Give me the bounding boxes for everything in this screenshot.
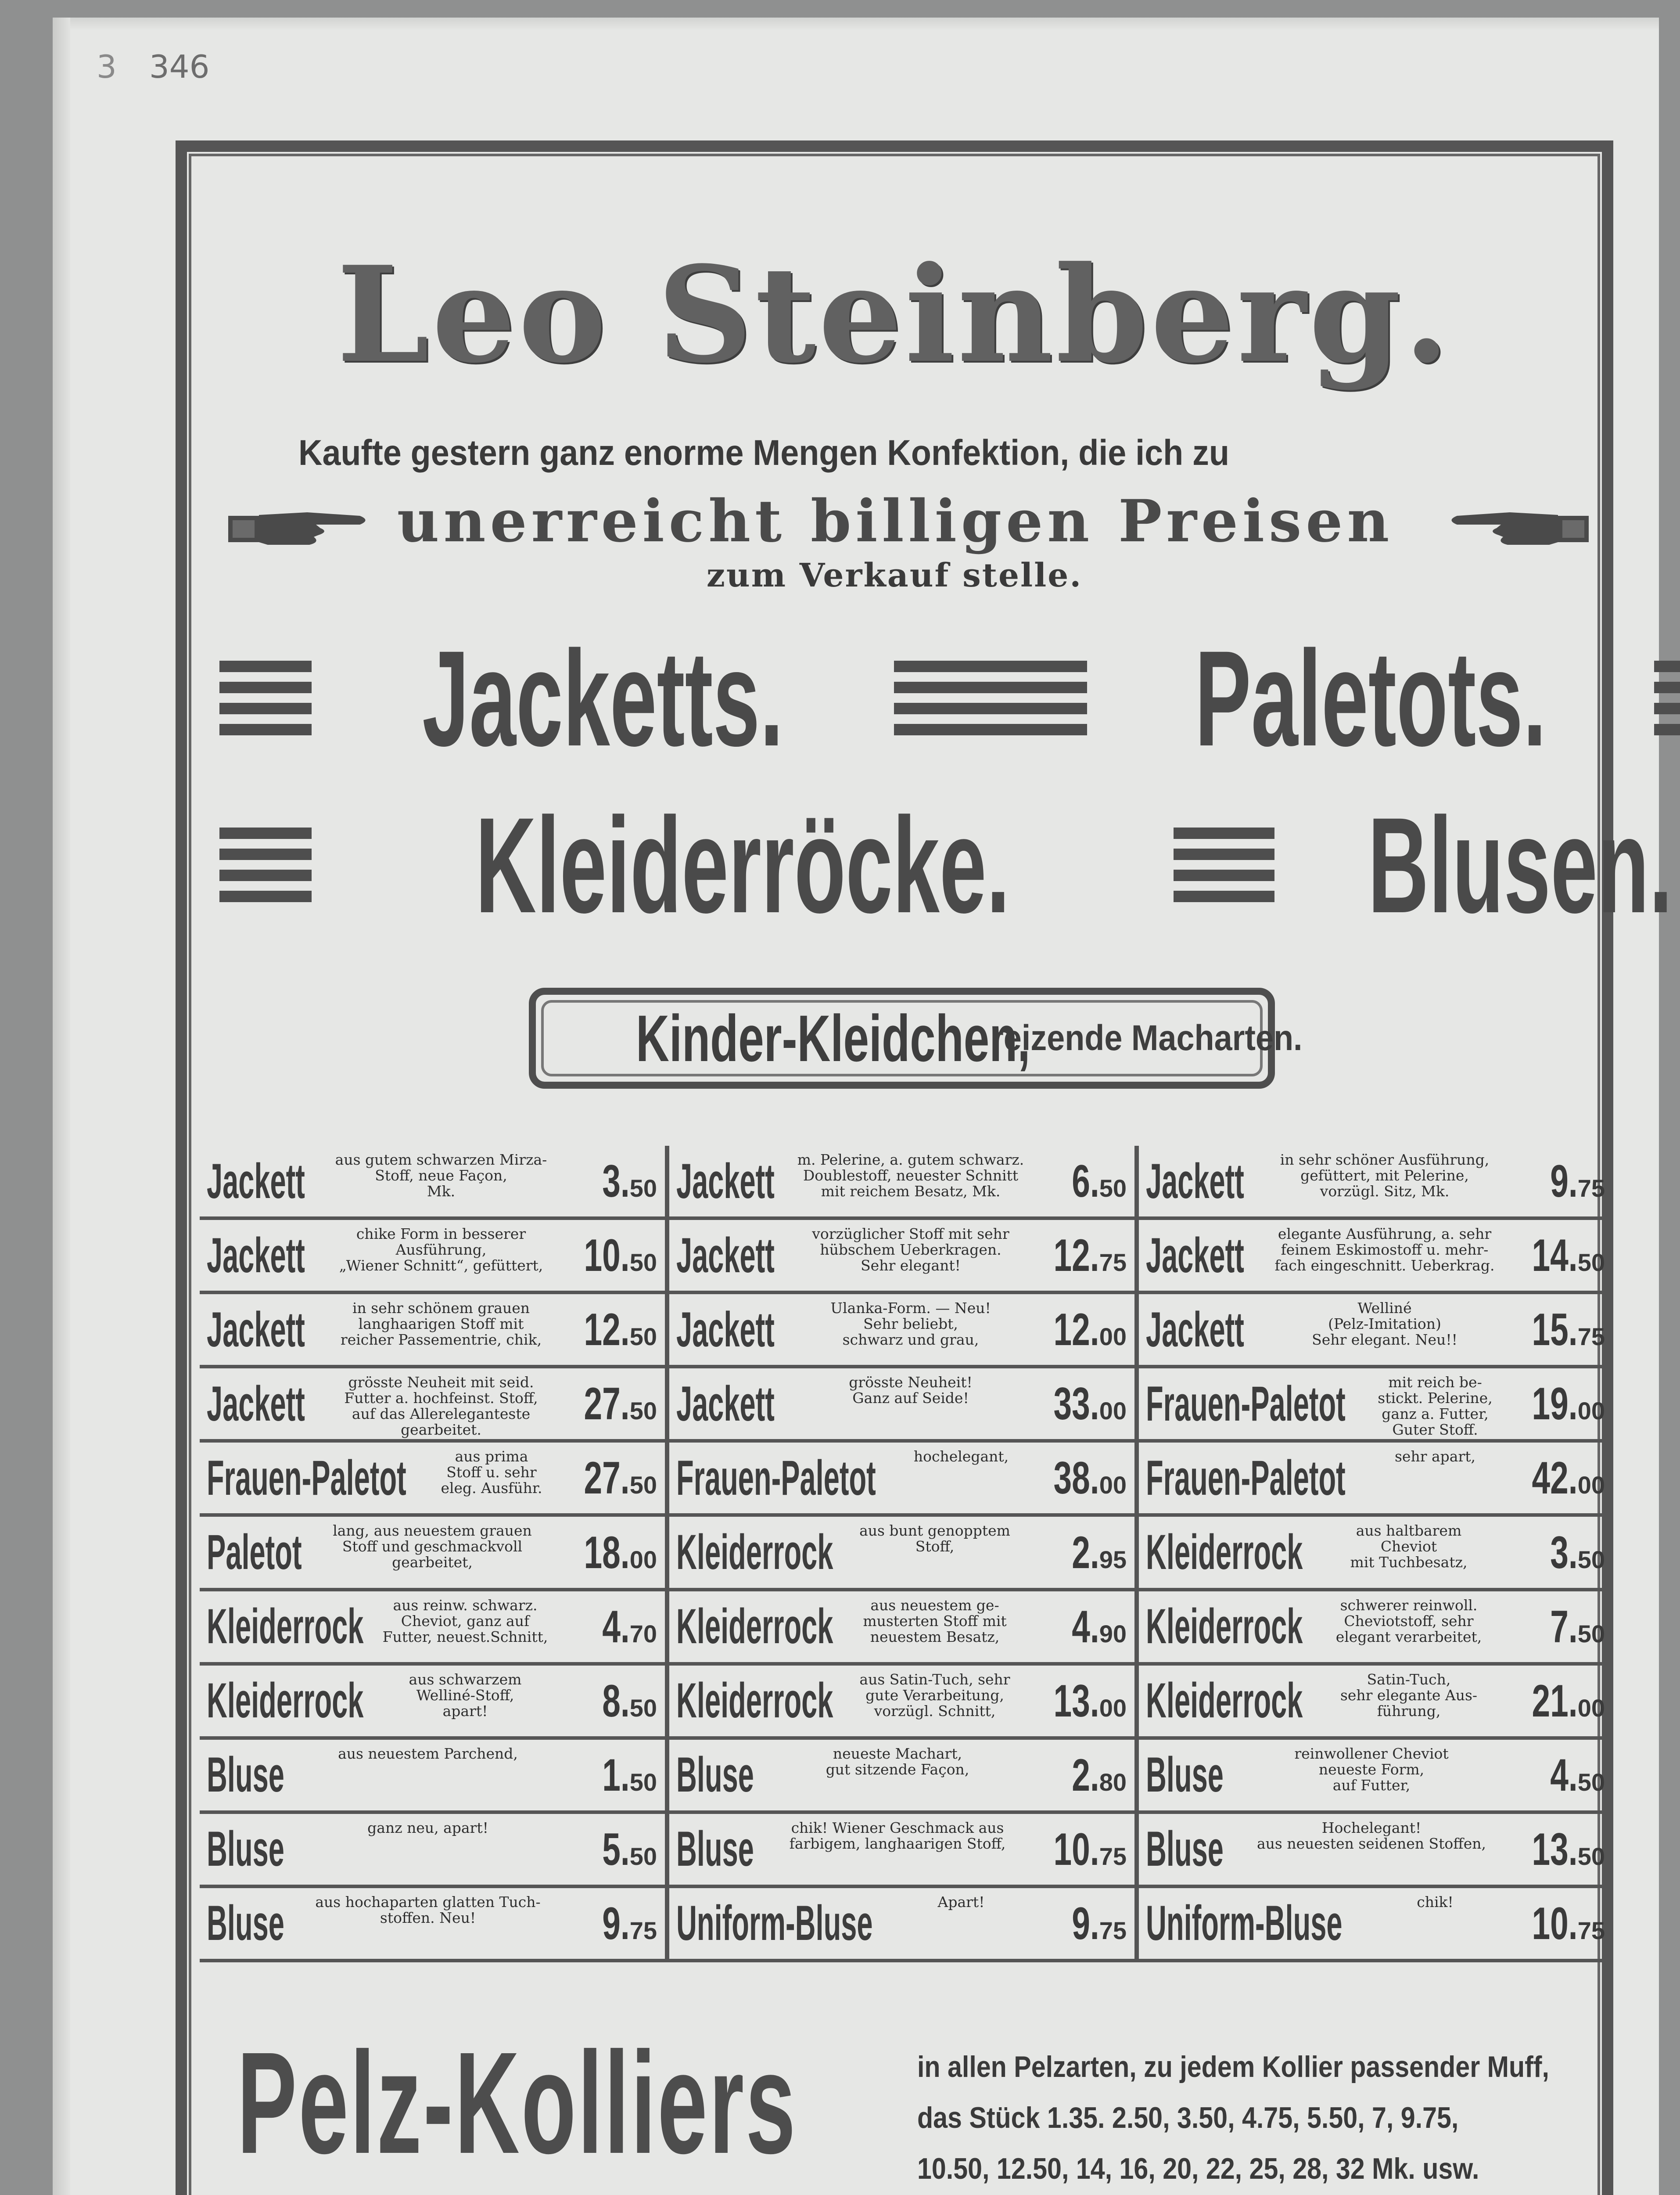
price-pfennig: 50 [1577, 1545, 1605, 1573]
price-item [669, 1294, 1134, 1368]
price-pfennig: 50 [629, 1768, 657, 1796]
item-description: chik! Wiener Geschmack aus farbigem, langhaarigen Stoff, [789, 1819, 1006, 1852]
price-marks: 13. [1532, 1824, 1578, 1875]
item-name: Jackett [207, 1302, 305, 1357]
item-name: Bluse [676, 1747, 754, 1803]
item-price [1540, 1749, 1605, 1802]
item-price [1514, 1898, 1605, 1950]
price-item [669, 1443, 1134, 1517]
item-description: in sehr schönem grauen langhaarigen Stoff mit reicher Passementrie, chik, [340, 1299, 542, 1349]
pointing-hand-icon [1444, 503, 1589, 551]
price-marks: 27. [584, 1378, 630, 1430]
advertiser-name: Leo Steinberg. [337, 237, 1452, 392]
price-item [200, 1368, 665, 1443]
price-marks: 27. [584, 1453, 630, 1504]
item-description: neueste Machart, gut sitzende Façon, [826, 1745, 969, 1778]
item-description: aus schwarzem Welliné-Stoff, apart! [409, 1670, 522, 1720]
price-marks: 12. [1053, 1304, 1099, 1356]
price-item [1139, 1814, 1613, 1888]
item-name: Kleiderrock [207, 1599, 364, 1654]
item-price [592, 1749, 657, 1802]
price-pfennig: 50 [1099, 1174, 1127, 1202]
price-item [669, 1888, 1134, 1962]
price-item [1139, 1146, 1613, 1220]
item-name: Jackett [676, 1376, 775, 1431]
price-marks: 4. [1550, 1749, 1578, 1801]
item-description: Hochelegant! aus neuesten seidenen Stoffen, [1256, 1819, 1486, 1852]
price-marks: 15. [1532, 1304, 1578, 1356]
price-marks: 12. [1053, 1230, 1099, 1281]
item-name: Uniform-Bluse [1146, 1896, 1343, 1951]
price-pfennig: 75 [1577, 1917, 1605, 1945]
price-item [669, 1368, 1134, 1443]
item-price [592, 1824, 657, 1876]
item-price [566, 1230, 657, 1282]
item-name: Paletot [207, 1525, 302, 1580]
item-price [566, 1527, 657, 1579]
item-price [592, 1601, 657, 1653]
item-price [1061, 1898, 1127, 1950]
item-price [1514, 1675, 1605, 1727]
category-kleiderroecke: Kleiderröcke. [475, 788, 1010, 941]
item-description: chik! [1417, 1893, 1454, 1911]
category-blusen: Blusen. [1368, 788, 1673, 941]
item-description: Welliné (Pelz-Imitation) Sehr elegant. Neu!! [1312, 1299, 1457, 1349]
item-description: Ulanka-Form. — Neu! Sehr beliebt, schwarz und grau, [830, 1299, 991, 1349]
price-item [200, 1220, 665, 1294]
ornament-bars [219, 661, 312, 735]
item-name: Bluse [1146, 1821, 1224, 1877]
price-pfennig: 75 [629, 1917, 657, 1945]
price-item [1139, 1591, 1613, 1666]
price-marks: 21. [1532, 1675, 1578, 1727]
price-item [1139, 1443, 1613, 1517]
page-number: 346 [149, 48, 210, 85]
pelz-line: das Stück 1.35. 2.50, 3.50, 4.75, 5.50, 7, 9.75, [917, 2101, 1459, 2134]
price-column [200, 1146, 669, 1962]
price-item [200, 1443, 665, 1517]
category-paletots: Paletots. [1195, 622, 1547, 774]
price-marks: 6. [1072, 1156, 1099, 1207]
item-price [1061, 1155, 1127, 1208]
price-pfennig: 75 [1099, 1249, 1127, 1277]
price-pfennig: 75 [1099, 1842, 1127, 1870]
price-item [1139, 1220, 1613, 1294]
page-left-edge [53, 18, 70, 2195]
item-price [1514, 1452, 1605, 1504]
price-item [200, 1740, 665, 1814]
price-list-grid [200, 1146, 1613, 1962]
pointing-hand-icon [228, 503, 373, 551]
price-pfennig: 00 [1099, 1323, 1127, 1351]
item-description: in sehr schöner Ausführung, gefüttert, mit Pelerine, vorzügl. Sitz, Mk. [1280, 1151, 1490, 1200]
item-description: Satin-Tuch, sehr elegante Aus- führung, [1340, 1670, 1478, 1720]
price-pfennig: 70 [629, 1619, 657, 1648]
price-item [1139, 1888, 1613, 1962]
price-pfennig: 00 [1099, 1471, 1127, 1499]
item-price [1540, 1527, 1605, 1579]
price-item [669, 1666, 1134, 1740]
price-pfennig: 50 [629, 1397, 657, 1425]
item-name: Kleiderrock [676, 1525, 833, 1580]
item-description: reinwollener Cheviot neueste Form, auf Futter, [1294, 1745, 1449, 1794]
item-price [592, 1675, 657, 1727]
item-price [1514, 1378, 1605, 1430]
price-pfennig: 50 [1577, 1768, 1605, 1796]
price-marks: 7. [1550, 1601, 1578, 1652]
item-price [1036, 1452, 1127, 1504]
item-description: elegante Ausführung, a. sehr feinem Eskimostoff u. mehr- fach eingeschnitt. Ueberkrag. [1274, 1225, 1495, 1274]
price-pfennig: 50 [629, 1174, 657, 1202]
item-name: Jackett [1146, 1153, 1244, 1209]
price-item [669, 1517, 1134, 1591]
pelz-kolliers-title: Pelz-Kolliers [237, 2022, 797, 2184]
item-name: Frauen-Paletot [1146, 1450, 1346, 1505]
item-name: Jackett [207, 1227, 305, 1283]
price-marks: 10. [1053, 1824, 1099, 1875]
price-marks: 8. [602, 1675, 630, 1727]
ornament-bars [1174, 828, 1274, 902]
price-marks: 9. [1072, 1898, 1099, 1950]
item-description: hochelegant, [913, 1448, 1009, 1465]
price-marks: 3. [602, 1156, 630, 1207]
price-column [669, 1146, 1139, 1962]
page-top-edge [53, 18, 1659, 31]
price-marks: 1. [602, 1749, 630, 1801]
item-description: aus neuestem ge- musterten Stoff mit neuestem Besatz, [863, 1596, 1007, 1645]
kinder-kleidchen-box [529, 988, 1303, 1089]
item-price [1061, 1527, 1127, 1579]
item-name: Bluse [207, 1896, 284, 1951]
item-description: aus neuestem Parchend, [338, 1745, 518, 1762]
price-pfennig: 50 [629, 1249, 657, 1277]
item-name: Frauen-Paletot [1146, 1376, 1346, 1431]
price-item [200, 1146, 665, 1220]
price-marks: 14. [1532, 1230, 1578, 1281]
item-description: aus prima Stoff u. sehr eleg. Ausführ. [441, 1448, 542, 1497]
item-name: Kleiderrock [1146, 1673, 1303, 1728]
item-description: grösste Neuheit mit seid. Futter a. hochfeinst. Stoff, auf das Allereleganteste gearbeitet. [344, 1374, 538, 1439]
price-item [669, 1591, 1134, 1666]
ornament-bars [894, 661, 1087, 735]
price-pfennig: 50 [629, 1323, 657, 1351]
price-item [200, 1294, 665, 1368]
ornament-bars [1654, 661, 1680, 735]
price-marks: 18. [584, 1527, 630, 1578]
item-name: Jackett [207, 1153, 305, 1209]
item-name: Kleiderrock [207, 1673, 364, 1728]
item-name: Kleiderrock [676, 1673, 833, 1728]
price-item [200, 1888, 665, 1962]
item-name: Bluse [207, 1747, 284, 1803]
item-price [1061, 1749, 1127, 1802]
price-marks: 33. [1053, 1378, 1099, 1430]
price-item [1139, 1294, 1613, 1368]
price-item [669, 1740, 1134, 1814]
price-item [1139, 1740, 1613, 1814]
price-pfennig: 95 [1099, 1545, 1127, 1573]
item-description: sehr apart, [1395, 1448, 1475, 1465]
item-price [1540, 1155, 1605, 1208]
item-price [1514, 1824, 1605, 1876]
item-name: Jackett [676, 1153, 775, 1209]
price-marks: 4. [602, 1601, 630, 1652]
price-item [200, 1666, 665, 1740]
item-name: Kleiderrock [1146, 1525, 1303, 1580]
price-item [669, 1146, 1134, 1220]
item-price [1514, 1304, 1605, 1356]
pelz-kolliers-details [917, 2041, 1597, 2194]
item-description: aus hochaparten glatten Tuch- stoffen. Neu! [315, 1893, 541, 1926]
item-price [566, 1452, 657, 1504]
price-marks: 2. [1072, 1749, 1099, 1801]
price-pfennig: 75 [1577, 1174, 1605, 1202]
item-price [1036, 1230, 1127, 1282]
price-pfennig: 00 [1099, 1694, 1127, 1722]
price-pfennig: 50 [629, 1471, 657, 1499]
item-description: aus Satin-Tuch, sehr gute Verarbeitung, vorzügl. Schnitt, [859, 1670, 1010, 1720]
item-price [1036, 1824, 1127, 1876]
item-name: Jackett [676, 1302, 775, 1357]
item-name: Jackett [207, 1376, 305, 1431]
intro-line: Kaufte gestern ganz enorme Mengen Konfektion, die ich zu [298, 433, 1229, 473]
slogan-line: unerreicht billigen Preisen [397, 487, 1394, 555]
price-marks: 9. [1550, 1156, 1578, 1207]
item-price [1036, 1378, 1127, 1430]
item-price [1061, 1601, 1127, 1653]
item-description: chike Form in besserer Ausführung, „Wiener Schnitt“, gefüttert, [339, 1225, 543, 1274]
item-description: grösste Neuheit! Ganz auf Seide! [849, 1374, 973, 1407]
price-item [200, 1814, 665, 1888]
category-row-1 [219, 622, 1580, 774]
pelz-line: 10.50, 12.50, 14, 16, 20, 22, 25, 28, 32 Mk. usw. [917, 2152, 1479, 2185]
price-pfennig: 00 [1577, 1694, 1605, 1722]
price-pfennig: 00 [629, 1545, 657, 1573]
item-description: aus haltbarem Cheviot mit Tuchbesatz, [1350, 1522, 1468, 1571]
ornament-bars [219, 828, 312, 902]
price-marks: 4. [1072, 1601, 1099, 1652]
folio-mark: 3 [97, 48, 117, 85]
price-marks: 2. [1072, 1527, 1099, 1578]
item-name: Jackett [1146, 1227, 1244, 1283]
price-marks: 3. [1550, 1527, 1578, 1578]
price-marks: 12. [584, 1304, 630, 1356]
price-pfennig: 00 [1577, 1471, 1605, 1499]
item-name: Bluse [676, 1821, 754, 1877]
price-item [669, 1814, 1134, 1888]
price-column [1139, 1146, 1613, 1962]
item-description: vorzüglicher Stoff mit sehr hübschem Ueberkragen. Sehr elegant! [812, 1225, 1009, 1274]
price-marks: 19. [1532, 1378, 1578, 1430]
price-pfennig: 80 [1099, 1768, 1127, 1796]
item-name: Bluse [1146, 1747, 1224, 1803]
price-item [200, 1591, 665, 1666]
price-pfennig: 90 [1099, 1619, 1127, 1648]
item-price [1540, 1601, 1605, 1653]
item-price [566, 1304, 657, 1356]
price-marks: 38. [1053, 1453, 1099, 1504]
item-description: schwerer reinwoll. Cheviotstoff, sehr elegant verarbeitet, [1335, 1596, 1482, 1645]
category-row-2 [219, 788, 1673, 941]
item-description: lang, aus neuestem grauen Stoff und geschmackvoll gearbeitet, [333, 1522, 532, 1571]
price-pfennig: 75 [1099, 1917, 1127, 1945]
price-pfennig: 75 [1577, 1323, 1605, 1351]
item-name: Frauen-Paletot [207, 1450, 406, 1505]
price-pfennig: 50 [1577, 1249, 1605, 1277]
price-pfennig: 50 [1577, 1619, 1605, 1648]
pelz-line: in allen Pelzarten, zu jedem Kollier passender Muff, [917, 2050, 1549, 2083]
kinder-kleidchen-subtitle: reizende Macharten. [991, 1018, 1303, 1058]
category-jacketts: Jacketts. [422, 622, 783, 774]
item-price [1514, 1230, 1605, 1282]
item-name: Kleiderrock [1146, 1599, 1303, 1654]
item-description: aus gutem schwarzen Mirza- Stoff, neue Façon, Mk. [335, 1151, 547, 1200]
price-item [1139, 1368, 1613, 1443]
price-marks: 13. [1053, 1675, 1099, 1727]
item-description: aus bunt genopptem Stoff, [859, 1522, 1010, 1555]
price-pfennig: 00 [1577, 1397, 1605, 1425]
price-pfennig: 50 [1577, 1842, 1605, 1870]
item-price [1036, 1304, 1127, 1356]
item-name: Kleiderrock [676, 1599, 833, 1654]
price-marks: 42. [1532, 1453, 1578, 1504]
item-price [592, 1155, 657, 1208]
price-marks: 5. [602, 1824, 630, 1875]
item-price [1036, 1675, 1127, 1727]
item-description: mit reich be- stickt. Pelerine, ganz a. Futter, Guter Stoff. [1378, 1374, 1493, 1439]
item-description: aus reinw. schwarz. Cheviot, ganz auf Futter, neuest.Schnitt, [382, 1596, 548, 1645]
price-item [1139, 1517, 1613, 1591]
item-description: Apart! [937, 1893, 985, 1911]
price-marks: 10. [584, 1230, 630, 1281]
kinder-kleidchen-title: Kinder-Kleidchen, [636, 1001, 1030, 1075]
item-description: ganz neu, apart! [367, 1819, 488, 1836]
item-name: Bluse [207, 1821, 284, 1877]
price-marks: 9. [602, 1898, 630, 1950]
price-pfennig: 00 [1099, 1397, 1127, 1425]
price-pfennig: 50 [629, 1694, 657, 1722]
item-name: Frauen-Paletot [676, 1450, 876, 1505]
item-description: m. Pelerine, a. gutem schwarz. Doublestoff, neuester Schnitt mit reichem Besatz, Mk. [797, 1151, 1024, 1200]
item-name: Uniform-Bluse [676, 1896, 873, 1951]
sub-slogan: zum Verkauf stelle. [706, 557, 1083, 594]
item-price [566, 1378, 657, 1430]
price-item [669, 1220, 1134, 1294]
price-pfennig: 50 [629, 1842, 657, 1870]
item-name: Jackett [1146, 1302, 1244, 1357]
price-marks: 10. [1532, 1898, 1578, 1950]
price-item [1139, 1666, 1613, 1740]
item-price [592, 1898, 657, 1950]
item-name: Jackett [676, 1227, 775, 1283]
price-item [200, 1517, 665, 1591]
